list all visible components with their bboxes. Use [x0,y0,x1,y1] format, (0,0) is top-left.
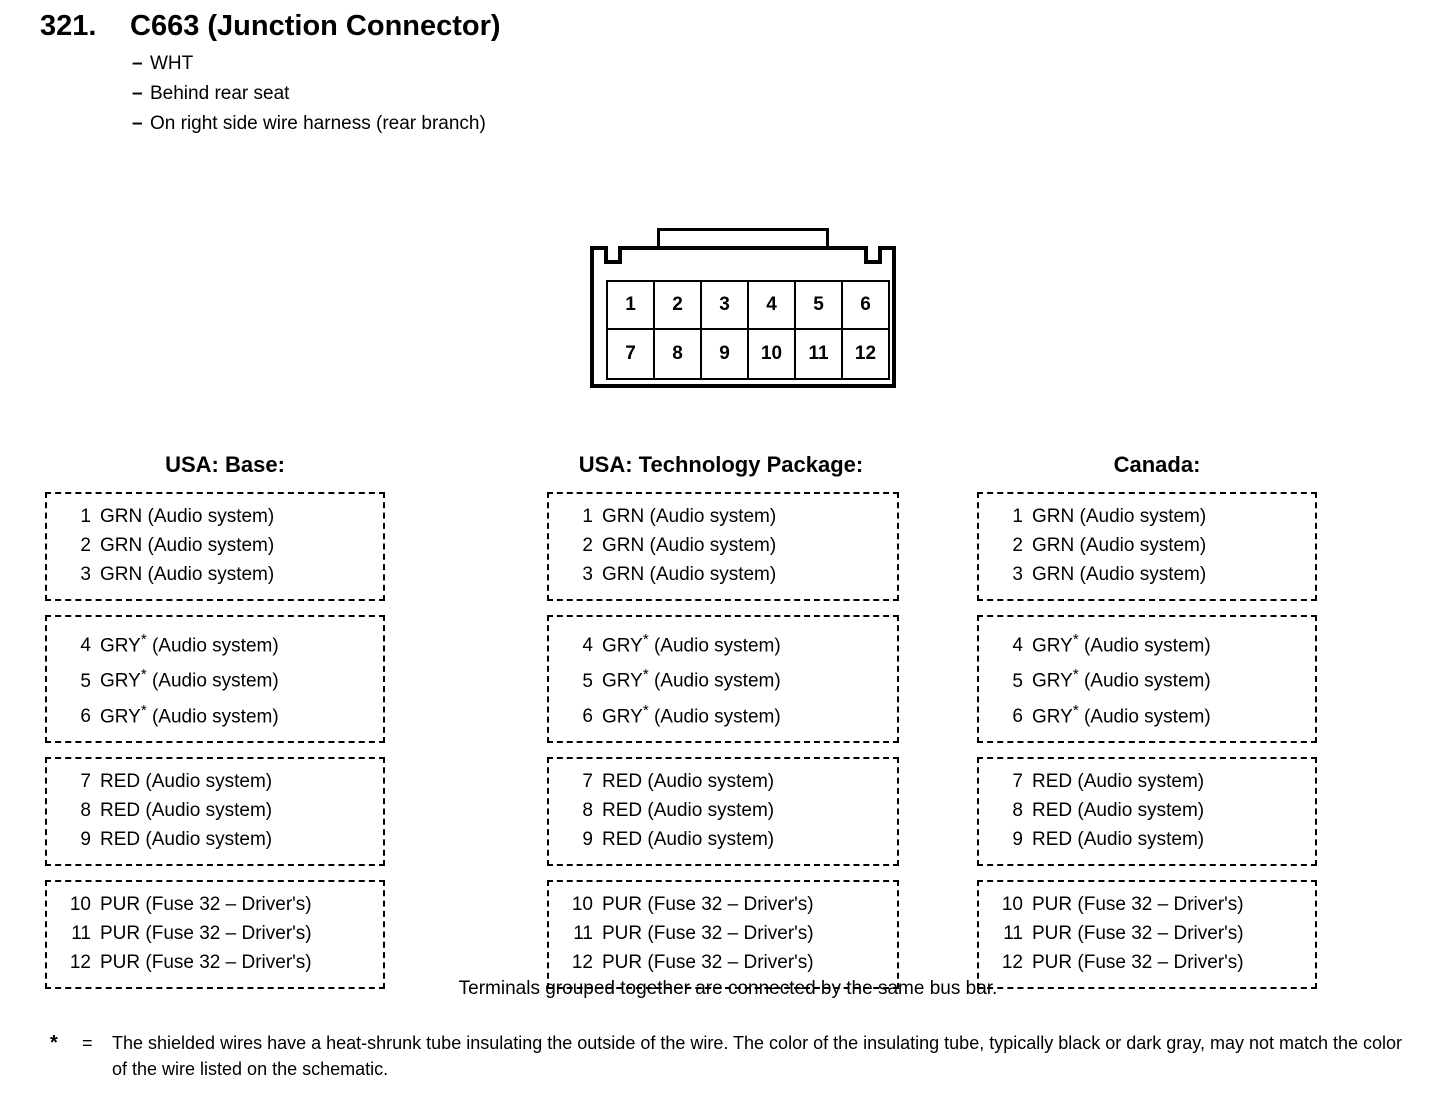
terminal-row [57,825,373,854]
shielded-wire-asterisk-icon: * [140,701,147,719]
wire-color: GRY [1032,705,1073,727]
wire-color: RED (Audio system) [1032,799,1205,821]
wire-color: GRY [1032,670,1073,692]
shielded-wire-asterisk-icon: * [140,666,147,684]
terminal-row [989,825,1305,854]
circuit-name: (Audio system) [146,670,279,692]
pin-cell: 3 [700,280,749,330]
wire-color: RED (Audio system) [602,828,775,850]
footnote-marker: * [50,1032,58,1054]
terminal-description [602,502,776,531]
terminal-description [1032,560,1206,589]
terminal-number: 1 [1012,506,1023,527]
bus-bar-group [977,880,1317,989]
pin-row-bottom [606,330,888,380]
wire-color: PUR (Fuse 32 – Driver's) [1032,922,1244,944]
bus-bar-note: Terminals grouped together are connected by the same bus bar. [458,978,998,999]
terminal-row [989,796,1305,825]
terminal-description [100,948,312,977]
terminal-number: 2 [1012,535,1023,556]
terminal-row [559,796,887,825]
terminal-description [602,560,776,589]
terminal-number: 4 [582,635,593,657]
bus-bar-group [547,615,899,743]
terminal-row [989,560,1305,589]
section-number: 321. [40,10,97,42]
wire-color: RED (Audio system) [602,770,775,792]
wire-color: RED (Audio system) [602,799,775,821]
terminal-description [1032,502,1206,531]
wire-color: GRY [602,705,643,727]
terminal-number: 11 [71,922,91,944]
terminal-description [602,796,774,825]
bus-bar-group [45,757,385,866]
pin-cell: 11 [794,330,843,380]
pin-cell: 8 [653,330,702,380]
pin-cell: 12 [841,330,890,380]
bus-bar-group [547,757,899,866]
footnote-equals: = [82,1033,93,1053]
terminal-description [602,625,781,660]
bus-bar-group [547,492,899,601]
terminal-number: 3 [582,564,593,585]
terminal-number: 7 [80,770,91,792]
terminal-description [602,660,781,695]
terminal-number: 6 [80,705,91,727]
connector-notch-left [604,246,622,264]
circuit-name: (Audio system) [1078,670,1211,692]
terminal-row [57,660,373,695]
terminal-row [989,625,1305,660]
terminal-number: 11 [1003,922,1023,944]
circuit-name: (Audio system) [648,670,781,692]
terminal-number: 9 [1012,828,1023,850]
wire-color: GRY [100,670,141,692]
bus-bar-group [547,880,899,989]
wire-color: GRN (Audio system) [1032,506,1207,527]
wire-color: PUR (Fuse 32 – Driver's) [1032,893,1244,915]
wire-color: GRN (Audio system) [100,564,275,585]
wire-color: GRN (Audio system) [1032,535,1207,556]
terminal-column [511,452,977,1003]
section-title: C663 (Junction Connector) [130,10,501,42]
wire-color: GRN (Audio system) [1032,564,1207,585]
terminal-number: 7 [582,770,593,792]
terminal-description [100,625,279,660]
attribute-text: Behind rear seat [150,83,290,104]
wire-color: RED (Audio system) [100,770,273,792]
terminal-number: 5 [1012,670,1023,692]
wire-color: GRN (Audio system) [602,564,777,585]
terminal-number: 7 [1012,770,1023,792]
terminal-number: 8 [1012,799,1023,821]
terminal-row [57,625,373,660]
terminal-row [989,890,1305,919]
terminal-description [100,767,272,796]
terminal-number: 10 [1001,893,1023,915]
terminal-description [1032,796,1204,825]
circuit-name: (Audio system) [648,705,781,727]
shielded-wire-asterisk-icon: * [1072,701,1079,719]
terminal-number: 2 [80,535,91,556]
footnote-text: The shielded wires have a heat-shrunk tube insulating the outside of the wire. The color of the insulating tube, typically black or dark gray, may not match the color of the wire listed on the schematic. [112,1033,1403,1079]
terminal-description [100,660,279,695]
terminal-row [989,531,1305,560]
wire-color: GRY [602,635,643,657]
column-title: USA: Technology Package: [578,452,864,477]
attribute-text: WHT [150,53,194,74]
terminal-row [559,660,887,695]
circuit-name: (Audio system) [146,635,279,657]
column-title: Canada: [1113,452,1201,477]
wire-color: PUR (Fuse 32 – Driver's) [602,922,814,944]
shielded-wire-asterisk-icon: * [642,666,649,684]
connector-attribute-list [132,49,501,139]
attribute-text: On right side wire harness (rear branch) [150,113,486,134]
terminal-row [57,560,373,589]
terminal-description [1032,825,1204,854]
terminal-row [559,625,887,660]
terminal-row [989,948,1305,977]
bus-bar-group [977,492,1317,601]
terminal-row [57,919,373,948]
terminal-number: 8 [80,799,91,821]
terminal-number: 8 [582,799,593,821]
terminal-row [989,919,1305,948]
circuit-name: (Audio system) [1078,635,1211,657]
bus-bar-group [45,880,385,989]
connector-diagram [590,228,896,388]
terminal-description [1032,890,1244,919]
terminal-description [1032,767,1204,796]
dash-icon: – [132,53,143,74]
terminal-number: 6 [1012,705,1023,727]
terminal-description [602,890,814,919]
wire-color: PUR (Fuse 32 – Driver's) [1032,951,1244,973]
terminal-row [989,696,1305,731]
terminal-number: 10 [69,893,91,915]
pin-row-top [606,280,888,330]
terminal-columns [0,452,1456,1003]
terminal-row [989,660,1305,695]
terminal-number: 5 [582,670,593,692]
terminal-row [559,560,887,589]
terminal-row [57,531,373,560]
wire-color: PUR (Fuse 32 – Driver's) [100,893,312,915]
page-title [40,10,501,43]
terminal-description [602,825,774,854]
wire-color: PUR (Fuse 32 – Driver's) [100,951,312,973]
pin-cell: 4 [747,280,796,330]
bus-bar-group [977,615,1317,743]
terminal-row [57,796,373,825]
terminal-row [559,531,887,560]
wire-color: GRN (Audio system) [602,506,777,527]
terminal-number: 5 [80,670,91,692]
wire-color: GRN (Audio system) [100,506,275,527]
terminal-number: 9 [80,828,91,850]
dash-icon: – [132,83,143,104]
bus-bar-group [45,615,385,743]
terminal-description [100,825,272,854]
connector-latch-tab [657,228,829,246]
terminal-number: 1 [80,506,91,527]
wire-color: RED (Audio system) [100,828,273,850]
terminal-number: 1 [582,506,593,527]
circuit-name: (Audio system) [1078,705,1211,727]
wire-color: PUR (Fuse 32 – Driver's) [100,922,312,944]
terminal-number: 12 [571,951,593,973]
terminal-number: 10 [571,893,593,915]
column-title: USA: Base: [165,452,285,477]
terminal-description [602,531,776,560]
terminal-row [57,890,373,919]
wire-color: GRN (Audio system) [602,535,777,556]
terminal-row [559,767,887,796]
list-item [132,79,501,109]
terminal-number: 4 [1012,635,1023,657]
terminal-column [45,452,511,1003]
terminal-description [602,767,774,796]
pin-cell: 9 [700,330,749,380]
wire-color: GRN (Audio system) [100,535,275,556]
wire-color: RED (Audio system) [100,799,273,821]
terminal-row [57,696,373,731]
shielded-wire-asterisk-icon: * [642,701,649,719]
terminal-column [977,452,1397,1003]
dash-icon: – [132,113,143,134]
terminal-number: 9 [582,828,593,850]
terminal-row [57,948,373,977]
terminal-row [57,767,373,796]
wire-color: GRY [1032,635,1073,657]
terminal-number: 11 [573,922,593,944]
terminal-description [1032,696,1211,731]
terminal-description [100,560,274,589]
pin-cell: 1 [606,280,655,330]
terminal-row [559,948,887,977]
terminal-row [989,767,1305,796]
connector-pin-grid [606,280,888,380]
terminal-description [100,890,312,919]
wire-color: GRY [100,635,141,657]
wire-color: RED (Audio system) [1032,828,1205,850]
terminal-description [1032,948,1244,977]
terminal-row [559,696,887,731]
wire-color: GRY [100,705,141,727]
shielded-wire-asterisk-icon: * [1072,631,1079,648]
circuit-name: (Audio system) [648,635,781,657]
terminal-number: 4 [80,635,91,657]
connector-body [590,246,896,388]
terminal-description [602,948,814,977]
terminal-number: 3 [1012,564,1023,585]
section-header [40,10,501,139]
terminal-row [57,502,373,531]
terminal-description [602,919,814,948]
wire-color: RED (Audio system) [1032,770,1205,792]
bus-bar-group [977,757,1317,866]
terminal-description [100,696,279,731]
terminal-number: 12 [1001,951,1023,973]
terminal-description [1032,660,1211,695]
terminal-description [1032,919,1244,948]
terminal-row [559,825,887,854]
terminal-description [1032,625,1211,660]
terminal-description [100,919,312,948]
shielded-wire-asterisk-icon: * [642,631,649,648]
terminal-description [1032,531,1206,560]
terminal-number: 3 [80,564,91,585]
terminal-number: 2 [582,535,593,556]
pin-cell: 6 [841,280,890,330]
connector-notch-right [864,246,882,264]
terminal-description [100,502,274,531]
terminal-row [559,890,887,919]
terminal-row [559,919,887,948]
list-item [132,109,501,139]
wire-color: PUR (Fuse 32 – Driver's) [602,951,814,973]
terminal-description [602,696,781,731]
wire-color: PUR (Fuse 32 – Driver's) [602,893,814,915]
shielded-wire-asterisk-icon: * [1072,666,1079,684]
terminal-number: 12 [69,951,91,973]
wire-color: GRY [602,670,643,692]
terminal-row [559,502,887,531]
shielded-wire-asterisk-icon: * [140,631,147,648]
bus-bar-group [45,492,385,601]
circuit-name: (Audio system) [146,705,279,727]
pin-cell: 7 [606,330,655,380]
terminal-description [100,796,272,825]
terminal-description [100,531,274,560]
terminal-row [989,502,1305,531]
terminal-number: 6 [582,705,593,727]
pin-cell: 2 [653,280,702,330]
pin-cell: 10 [747,330,796,380]
list-item [132,49,501,79]
footnote [50,1030,1420,1082]
pin-cell: 5 [794,280,843,330]
